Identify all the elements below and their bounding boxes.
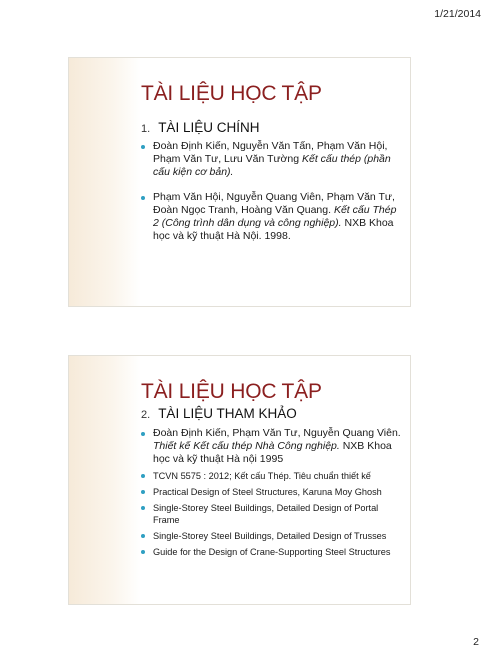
list-item [141,140,403,179]
list-item [141,427,403,466]
section-heading [141,406,297,421]
bullet-icon [141,145,145,149]
slide-decor-band [69,356,141,604]
section-number: 1. [141,123,151,135]
bullet-list [141,140,403,255]
bullet-italic-text: Kết cấu thép (phần cấu kiện cơ bản). [153,153,391,178]
section-number: 2. [141,409,151,421]
list-item [141,470,403,482]
bullet-italic-text: Kết cấu Thép 2 (Công trình dân dụng và công nghiệp). [153,204,397,229]
section-title: TÀI LIỆU THAM KHẢO [158,406,297,421]
bullet-list [141,427,403,562]
list-item [141,530,403,542]
page-date: 1/21/2014 [434,8,481,20]
section-title: TÀI LIỆU CHÍNH [158,120,260,135]
list-item [141,191,403,243]
bullet-text: Đoàn Định Kiến, Phạm Văn Tư, Nguyễn Quang Viên. [153,427,401,439]
slide-decor-band [69,58,141,306]
bullet-text: Practical Design of Steel Structures, Karuna Moy Ghosh [153,487,382,497]
list-item [141,546,403,558]
page-number: 2 [473,636,479,648]
list-item [141,486,403,498]
slide-title: TÀI LIỆU HỌC TẬP [141,380,322,403]
bullet-text: Single-Storey Steel Buildings, Detailed Design of Trusses [153,531,387,541]
bullet-text: Single-Storey Steel Buildings, Detailed Design of Portal Frame [153,503,379,525]
bullet-italic-text: Thiết kế Kết cấu thép Nhà Công nghiệp. [153,440,340,452]
bullet-icon [141,550,145,554]
bullet-icon [141,506,145,510]
bullet-icon [141,432,145,436]
bullet-text: Đoàn Định Kiến, Nguyễn Văn Tấn, Phạm Văn Hội, Phạm Văn Tư, Lưu Văn Tường [153,140,388,165]
bullet-tail-text: NXB Khoa học và kỹ thuật Hà nội 1995 [153,440,392,465]
bullet-text: Guide for the Design of Crane-Supporting Steel Structures [153,547,391,557]
slide-thumbnail-1 [68,57,411,307]
list-item [141,502,403,526]
bullet-text: TCVN 5575 : 2012; Kết cấu Thép. Tiêu chuẩn thiết kế [153,471,371,481]
bullet-tail-text: NXB Khoa học và kỹ thuật Hà Nội. 1998. [153,217,394,242]
bullet-icon [141,196,145,200]
slide-title: TÀI LIỆU HỌC TẬP [141,82,322,105]
bullet-text: Phạm Văn Hội, Nguyễn Quang Viên, Phạm Văn Tư, Đoàn Ngọc Tranh, Hoàng Văn Quang. [153,191,395,216]
bullet-icon [141,474,145,478]
slide-thumbnail-2 [68,355,411,605]
section-heading [141,120,259,135]
bullet-icon [141,534,145,538]
bullet-icon [141,490,145,494]
